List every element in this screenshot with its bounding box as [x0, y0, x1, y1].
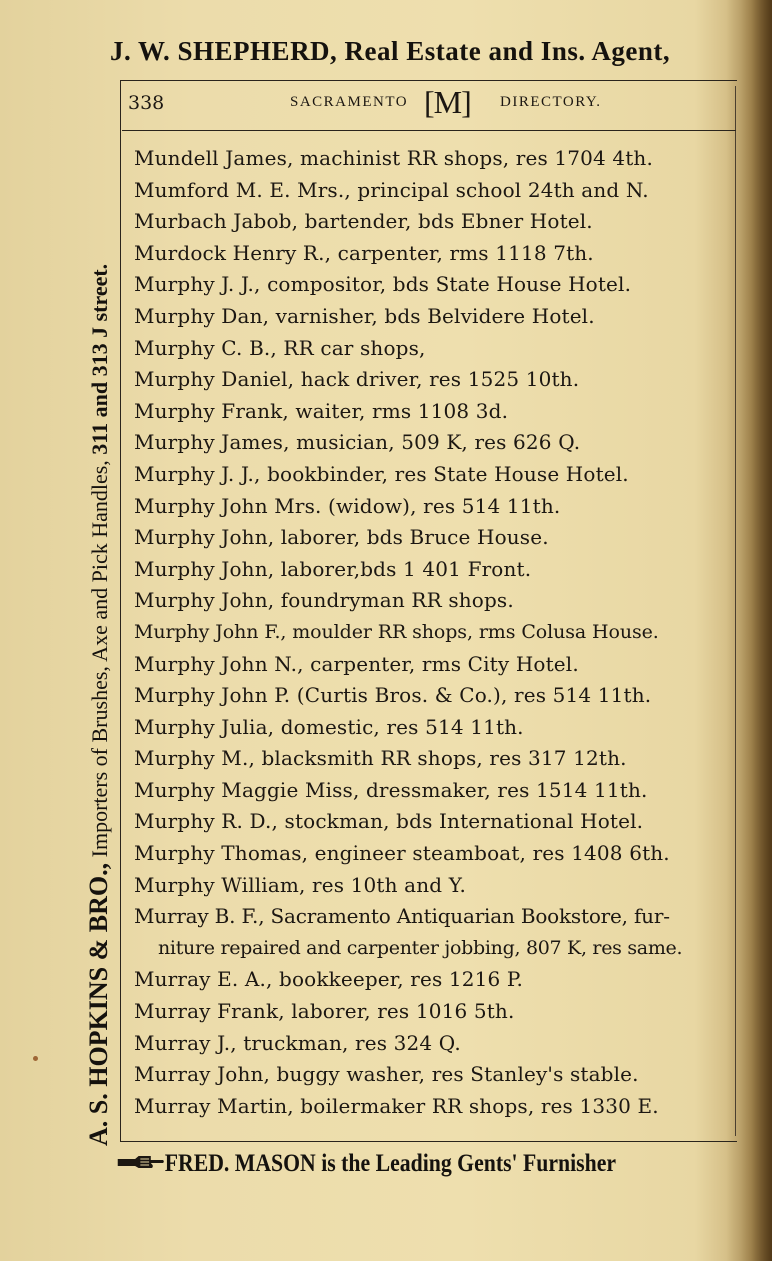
side-advertisement-goods: Importers of Brushes, Axe and Pick Handles,	[87, 454, 112, 863]
directory-entry: Murray John, buggy washer, res Stanley's stable.	[134, 1062, 639, 1087]
directory-entry: Murphy John, foundryman RR shops.	[134, 588, 514, 613]
directory-entry: Murphy Maggie Miss, dressmaker, res 1514 11th.	[134, 777, 648, 802]
pointing-hand-icon	[116, 1152, 165, 1172]
side-advertisement	[84, 66, 114, 1146]
directory-entry-continuation: niture repaired and carpenter jobbing, 807 K, res same.	[158, 936, 683, 959]
header-rule	[122, 130, 736, 132]
directory-entry: Murray E. A., bookkeeper, res 1216 P.	[134, 967, 523, 992]
directory-entry: Murphy John F., moulder RR shops, rms Colusa House.	[134, 620, 659, 643]
paper-stain	[33, 1056, 38, 1061]
directory-entry: Murray Frank, laborer, res 1016 5th.	[134, 999, 515, 1024]
running-header	[128, 84, 728, 128]
page-number: 338	[128, 92, 165, 114]
directory-entry: Murphy J. J., compositor, bds State House Hotel.	[134, 272, 632, 297]
side-advertisement-address: 311 and 313 J street.	[87, 263, 112, 455]
directory-entry: Murphy C. B., RR car shops,	[134, 335, 426, 360]
directory-entry: Murphy John N., carpenter, rms City Hotel.	[134, 651, 579, 676]
directory-entry: Murphy John, laborer, bds Bruce House.	[134, 525, 549, 550]
section-letter: [M]	[424, 84, 471, 120]
directory-entry: Murphy Daniel, hack driver, res 1525 10th.	[134, 367, 580, 392]
directory-entry: Murphy John P. (Curtis Bros. & Co.), res 514 11th.	[134, 683, 652, 708]
directory-entries	[134, 143, 734, 1122]
directory-entry: Murray Martin, boilermaker RR shops, res 1330 E.	[134, 1093, 659, 1118]
directory-entry: Murbach Jabob, bartender, bds Ebner Hotel.	[134, 209, 593, 234]
directory-entry: Murphy Dan, varnisher, bds Belvidere Hotel.	[134, 303, 595, 328]
directory-entry: Murphy M., blacksmith RR shops, res 317 12th.	[134, 746, 627, 771]
directory-entry: Mumford M. E. Mrs., principal school 24th and N.	[134, 177, 649, 202]
directory-entry: Murphy William, res 10th and Y.	[134, 872, 466, 897]
directory-entry: Murray B. F., Sacramento Antiquarian Bookstore, fur-	[134, 904, 670, 929]
directory-entry: Murphy Frank, waiter, rms 1108 3d.	[134, 398, 509, 423]
directory-entry: Murphy John Mrs. (widow), res 514 11th.	[134, 493, 561, 518]
directory-entry: Murphy James, musician, 509 K, res 626 Q.	[134, 430, 581, 455]
side-advertisement-firm: A. S. HOPKINS & BRO.,	[84, 862, 113, 1146]
directory-entry: Murray J., truckman, res 324 Q.	[134, 1030, 461, 1055]
directory-entry: Mundell James, machinist RR shops, res 1704 4th.	[134, 146, 653, 170]
directory-entry: Murphy R. D., stockman, bds International Hotel.	[134, 809, 644, 834]
page-frame-right-rule	[735, 86, 737, 1136]
directory-entry: Murdock Henry R., carpenter, rms 1118 7th.	[134, 240, 594, 265]
bottom-advertisement-text: FRED. MASON is the Leading Gents' Furnisher	[164, 1150, 617, 1177]
top-advertisement: J. W. SHEPHERD, Real Estate and Ins. Agent,	[110, 36, 671, 66]
bottom-advertisement	[116, 1150, 664, 1190]
running-head-city: SACRAMENTO	[290, 94, 409, 110]
directory-entry: Murphy Thomas, engineer steamboat, res 1408 6th.	[134, 841, 670, 866]
directory-entry: Murphy J. J., bookbinder, res State House Hotel.	[134, 461, 629, 486]
directory-entry: Murphy John, laborer,bds 1 401 Front.	[134, 556, 532, 581]
directory-entry: Murphy Julia, domestic, res 514 11th.	[134, 714, 524, 739]
running-head-title: DIRECTORY.	[500, 94, 602, 110]
